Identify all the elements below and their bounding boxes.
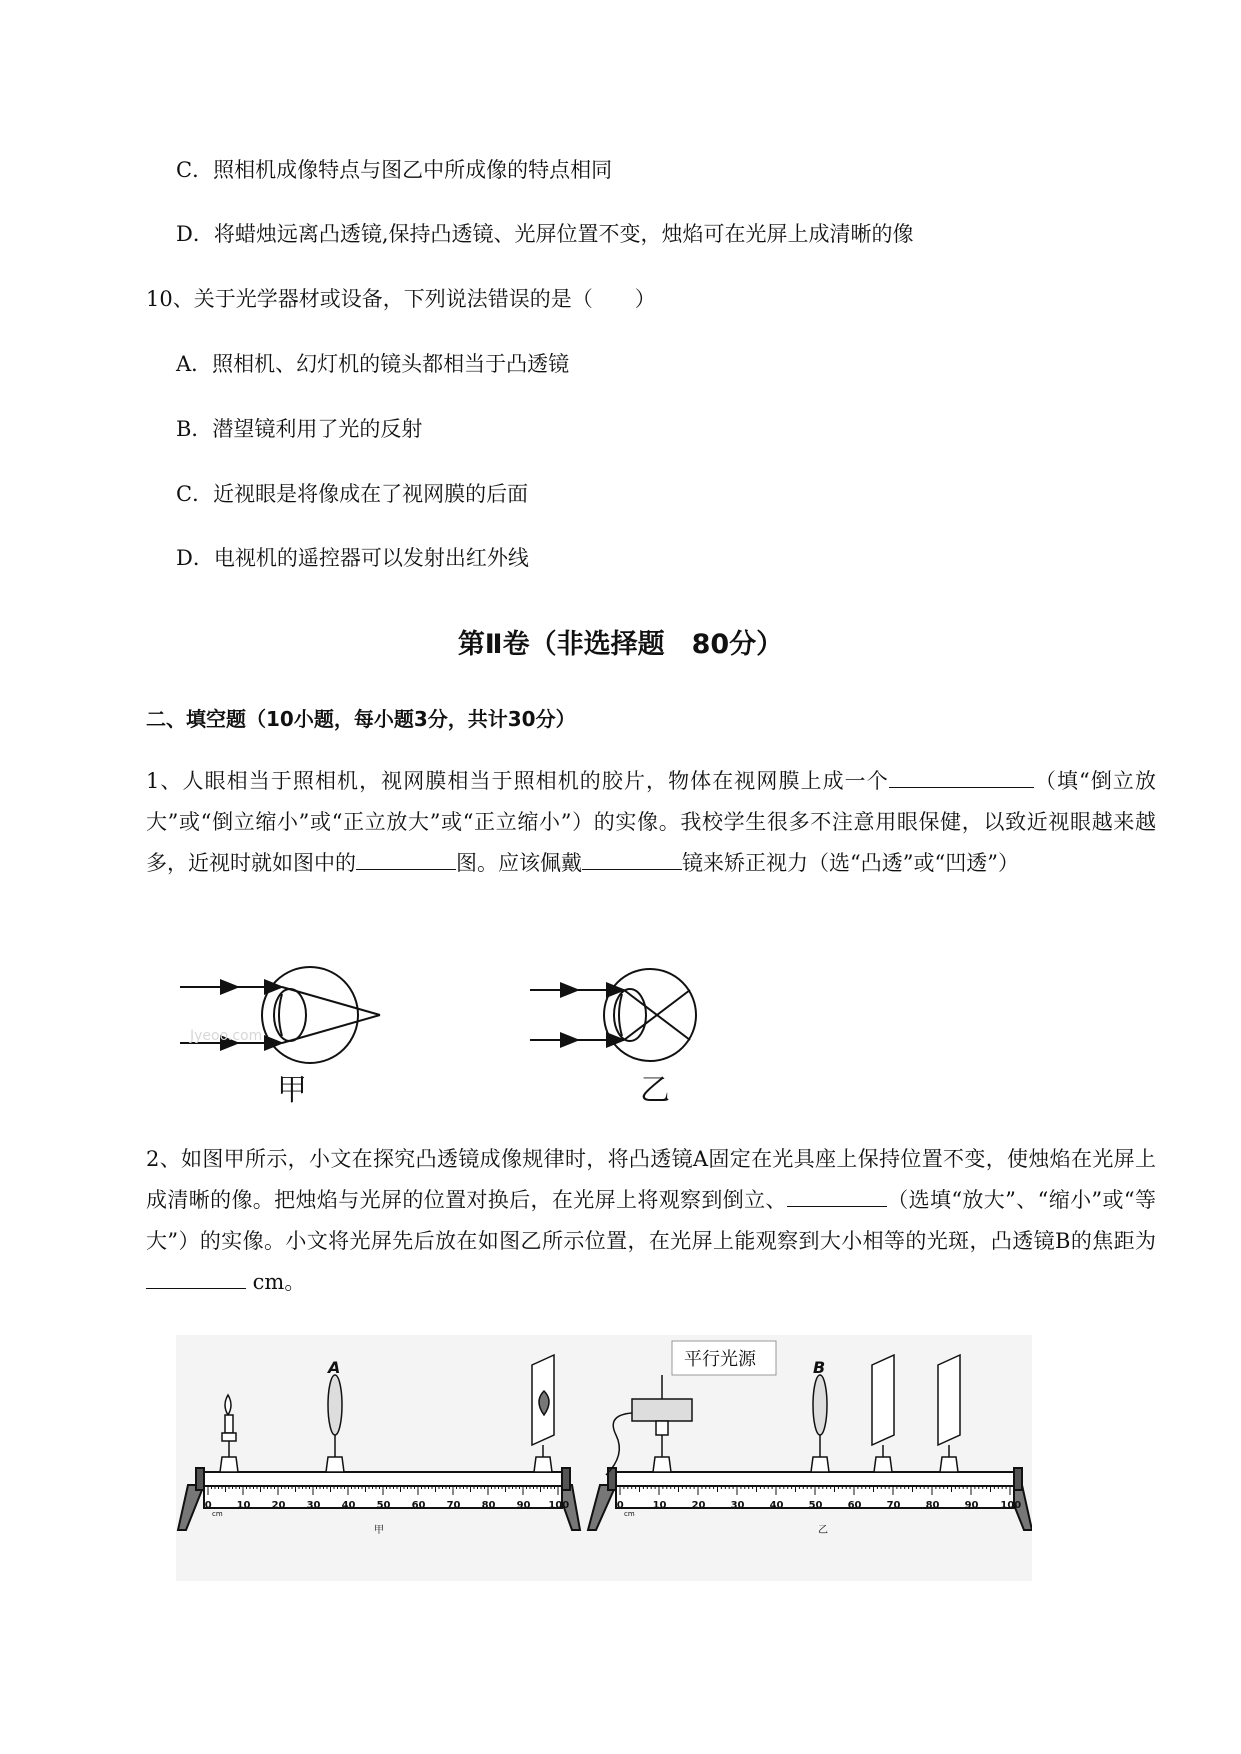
fq1-text-c: 图。应该佩戴 [456,851,582,875]
q10-stem: 10、关于光学器材或设备，下列说法错误的是（ ） [146,287,656,311]
ruler-left-tick-label: 0 [204,1500,212,1511]
fq1-text-d: 镜来矫正视力（选“凸透”或“凹透”） [682,851,1019,875]
light-source-label: 平行光源 [684,1349,756,1370]
ruler-right-tick-label: 100 [1000,1500,1022,1511]
ruler-left-tick-label: 100 [548,1500,570,1511]
eye-diagram-left [180,967,380,1063]
ruler-right-tick-label: 60 [847,1500,862,1511]
ruler-right-tick-label: 50 [808,1500,823,1511]
ruler-right-unit-label: cm [624,1510,635,1518]
ruler-left-tick-label: 50 [376,1500,391,1511]
fq2-blank-2[interactable] [146,1264,246,1289]
watermark-text: Jyeoo.com [190,1028,263,1044]
ruler-right-tick-label: 90 [964,1500,979,1511]
ruler-right-tick-label: 0 [616,1500,624,1511]
ruler-right-tick-label: 10 [652,1500,667,1511]
fq1-blank-3[interactable] [582,845,682,870]
fq1-text-b: （填“倒立放大”或“倒立缩小”或“正立放大”或“正立缩小”）的实像。我校学生很多不注意用眼保健，以致近视眼越来越多，近视时就如图中的 [146,769,1156,875]
q10-option-a: A．照相机、幻灯机的镜头都相当于凸透镜 [176,352,570,376]
section2-heading: 二、填空题（10小题，每小题3分，共计30分） [146,707,576,731]
ruler-left-tick-label: 40 [341,1500,356,1511]
part2-title: 第Ⅱ卷（非选择题 80分） [457,629,784,660]
lens-b-label: B [813,1358,826,1377]
q9-option-c: C．照相机成像特点与图乙中所成像的特点相同 [176,158,613,182]
fq1-blank-1[interactable] [889,763,1034,788]
fill-question-1 [146,761,1156,884]
eye-diagram-right [530,969,696,1061]
fig-label-yi: 乙 [640,1073,670,1108]
q10-option-b: B．潜望镜利用了光的反射 [176,417,423,441]
ruler-left-tick-label: 10 [236,1500,251,1511]
fill-question-2 [146,1139,1156,1303]
lens-a-label: A [328,1358,341,1377]
ruler-left-tick-label: 20 [271,1500,286,1511]
optical-bench-figure [176,1335,1032,1581]
fq2-text-c: cm。 [246,1270,306,1294]
ruler-left-tick-label: 70 [446,1500,461,1511]
ruler-left-unit-label: cm [212,1510,223,1518]
ruler-right-tick-label: 20 [691,1500,706,1511]
ruler-right-tick-label: 70 [886,1500,901,1511]
q9-option-d: D．将蜡烛远离凸透镜,保持凸透镜、光屏位置不变，烛焰可在光屏上成清晰的像 [176,222,914,246]
eye-diagrams-figure [170,950,740,1110]
bench-left-caption: 甲 [374,1525,384,1536]
fq1-text-a: 1、人眼相当于照相机，视网膜相当于照相机的胶片，物体在视网膜上成一个 [146,769,889,793]
fq1-blank-2[interactable] [356,845,456,870]
fig-label-jia: 甲 [277,1073,307,1108]
ruler-left-tick-label: 80 [481,1500,496,1511]
ruler-left-tick-label: 90 [516,1500,531,1511]
q10-option-c: C．近视眼是将像成在了视网膜的后面 [176,482,529,506]
ruler-right-tick-label: 80 [925,1500,940,1511]
ruler-right-tick-label: 30 [730,1500,745,1511]
ruler-left-tick-label: 60 [411,1500,426,1511]
bench-right-caption: 乙 [818,1525,828,1536]
fq2-text-a: 2、如图甲所示，小文在探究凸透镜成像规律时，将凸透镜A固定在光具座上保持位置不变，使烛焰在光屏上成清晰的像。把烛焰与光屏的位置对换后，在光屏上将观察到倒立、 [146,1147,1156,1212]
fq2-blank-1[interactable] [787,1182,887,1207]
ruler-left-tick-label: 30 [306,1500,321,1511]
fq2-text-b: （选填“放大”、“缩小”或“等大”）的实像。小文将光屏先后放在如图乙所示位置，在光屏上能观察到大小相等的光斑，凸透镜B的焦距为 [146,1188,1156,1253]
q10-option-d: D．电视机的遥控器可以发射出红外线 [176,546,529,570]
ruler-right-tick-label: 40 [769,1500,784,1511]
